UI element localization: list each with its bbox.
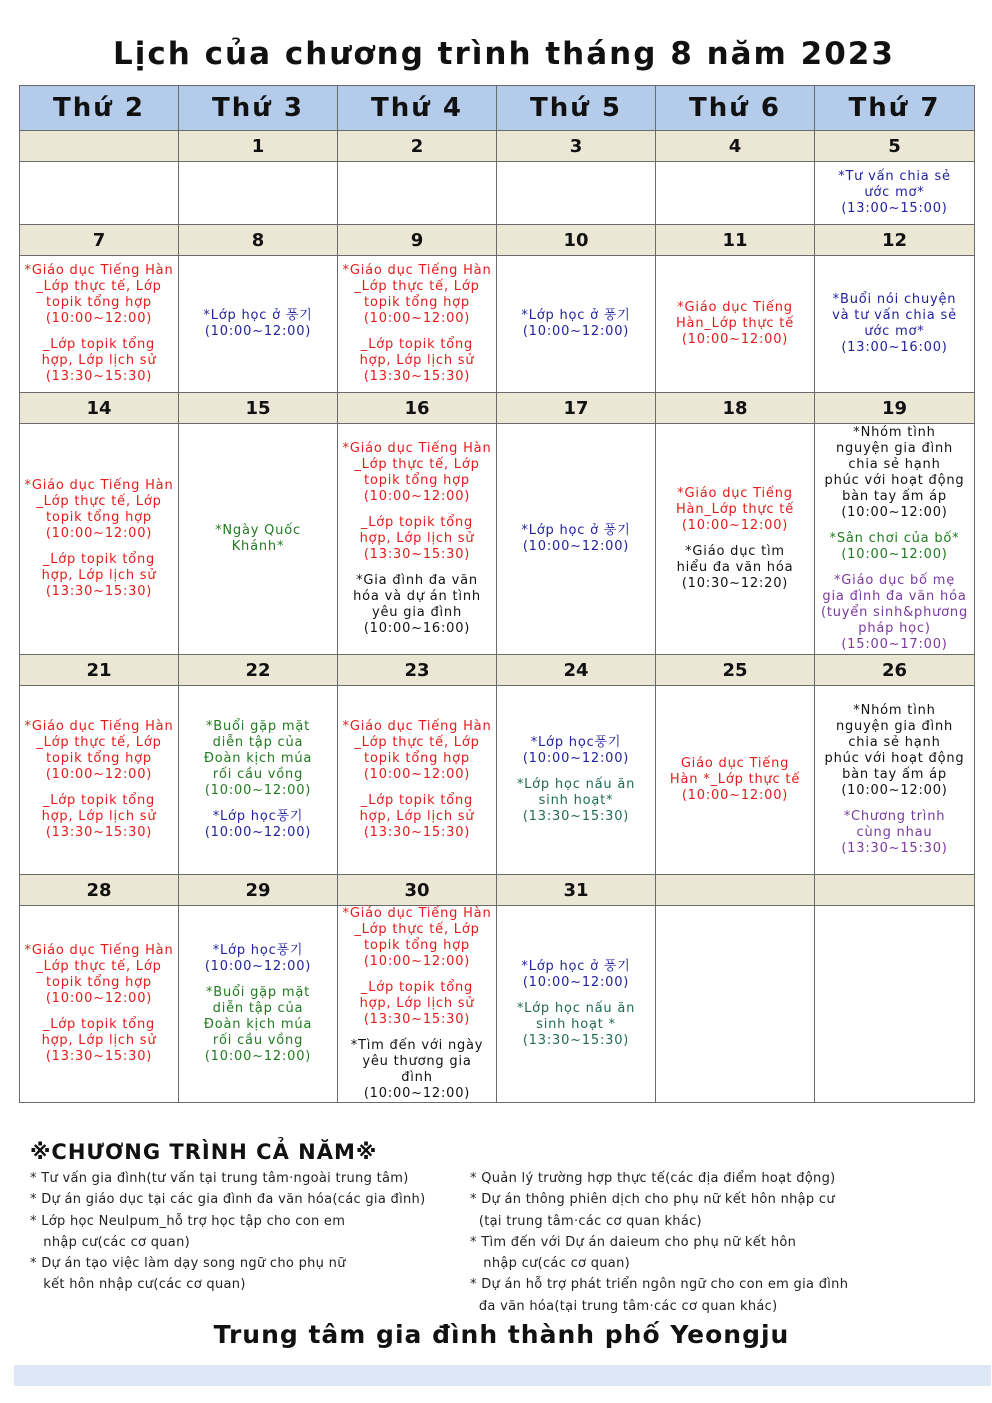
year-program-item: * Lớp học Neulpum_hỗ trợ học tập cho con em [30, 1213, 346, 1229]
event-line: (10:00~12:00) [204, 1049, 312, 1064]
event-line: Hàn_Lớp thực tế [675, 502, 794, 517]
event-line: (10:00~12:00) [841, 783, 948, 798]
event-line: Đoàn kịch múa [203, 751, 313, 766]
event-line: (13:30~15:30) [363, 1012, 471, 1027]
event-line: _Lớp thực tế, Lớp [36, 494, 162, 509]
event-line: *Lớp học풍기 [212, 943, 304, 958]
event-line: hợp, Lớp lịch sử [41, 809, 157, 824]
date-row [20, 875, 975, 906]
weekday-header-row [20, 86, 975, 131]
date-number [815, 875, 975, 906]
event-line: (13:00~15:00) [841, 201, 948, 216]
events-row [20, 906, 975, 1103]
weekday-header: Thứ 6 [656, 86, 815, 131]
event-line: *Lớp học ở 풍기 [521, 523, 631, 538]
event-item [20, 943, 178, 1007]
date-number: 5 [815, 131, 975, 162]
event-item [656, 544, 814, 592]
weekday-header: Thứ 2 [20, 86, 179, 131]
date-number: 28 [20, 875, 179, 906]
date-number: 24 [497, 655, 656, 686]
event-line: và tư vấn chia sẻ [832, 308, 957, 323]
event-line: chia sẻ hạnh [848, 457, 941, 472]
event-line: sinh hoạt* [538, 793, 614, 808]
event-item [656, 756, 814, 804]
event-line: Hàn *_Lớp thực tế [669, 772, 801, 787]
day-cell [20, 256, 179, 393]
event-line: topik tổng hợp [364, 751, 470, 766]
date-number: 7 [20, 225, 179, 256]
event-line: topik tổng hợp [46, 295, 152, 310]
event-line: topik tổng hợp [46, 510, 152, 525]
event-line: _Lớp thực tế, Lớp [354, 922, 480, 937]
day-cell [179, 906, 338, 1103]
event-line: hợp, Lớp lịch sử [359, 996, 475, 1011]
event-line: rối cầu vồng [212, 767, 304, 782]
event-line: Hàn_Lớp thực tế [675, 316, 794, 331]
event-item [179, 308, 337, 340]
day-cell [179, 686, 338, 875]
event-line: *Gia đình đa văn [356, 573, 478, 588]
date-number: 14 [20, 393, 179, 424]
event-line: (10:00~12:00) [363, 767, 471, 782]
events-row [20, 162, 975, 225]
event-line: Đoàn kịch múa [203, 1017, 313, 1032]
event-item [20, 1017, 178, 1065]
event-line: pháp học) [858, 621, 931, 636]
day-cell [338, 162, 497, 225]
day-cell [338, 906, 497, 1103]
event-item [497, 959, 655, 991]
date-number: 8 [179, 225, 338, 256]
day-cell [815, 424, 975, 655]
day-cell [497, 256, 656, 393]
event-item [338, 515, 496, 563]
date-number: 4 [656, 131, 815, 162]
event-item [179, 943, 337, 975]
event-line: (10:00~12:00) [45, 526, 153, 541]
event-line: _Lớp thực tế, Lớp [354, 735, 480, 750]
event-line: yêu gia đình [372, 605, 462, 620]
event-line: (10:00~16:00) [363, 621, 471, 636]
event-item [20, 263, 178, 327]
event-line: (10:00~12:00) [841, 505, 948, 520]
day-cell [815, 162, 975, 225]
event-item [338, 263, 496, 327]
year-program-item: * Dự án tạo việc làm dạy song ngữ cho phụ nữ [30, 1256, 346, 1272]
event-line: hóa và dự án tình [353, 589, 481, 604]
year-program-item: nhập cư(các cơ quan) [30, 1234, 190, 1250]
year-program-item: * Tìm đến với Dự án daieum cho phụ nữ kết hôn [470, 1234, 797, 1250]
event-item [815, 531, 974, 563]
event-line: *Lớp học ở 풍기 [203, 308, 313, 323]
bottom-decorative-bar [14, 1365, 991, 1386]
event-item [815, 573, 974, 653]
calendar-table [19, 85, 975, 1103]
event-line: (13:30~15:30) [522, 1033, 630, 1048]
event-line: bàn tay ấm áp [842, 767, 947, 782]
event-line: (10:00~12:00) [681, 788, 789, 803]
date-row [20, 393, 975, 424]
event-line: hiểu đa văn hóa [676, 560, 794, 575]
event-line: hợp, Lớp lịch sử [41, 353, 157, 368]
event-line: *Lớp học풍기 [212, 809, 304, 824]
day-cell [497, 686, 656, 875]
event-line: (13:30~15:30) [522, 809, 630, 824]
weekday-header: Thứ 7 [815, 86, 975, 131]
day-cell [656, 424, 815, 655]
event-line: _Lớp topik tổng [42, 337, 156, 352]
event-line: _Lớp topik tổng [360, 980, 474, 995]
day-cell [20, 424, 179, 655]
event-line: *Giáo dục Tiếng Hàn [342, 263, 492, 278]
page-title: Lịch của chương trình tháng 8 năm 2023 [113, 36, 895, 72]
event-item [338, 441, 496, 505]
event-line: *Giáo dục Tiếng Hàn [342, 719, 492, 734]
year-program-item: * Quản lý trường hợp thực tế(các địa điểm hoạt động) [470, 1171, 836, 1186]
event-line: (10:00~12:00) [45, 991, 153, 1006]
organization-footer: Trung tâm gia đình thành phố Yeongju [213, 1320, 790, 1349]
event-line: sinh hoạt * [536, 1017, 616, 1032]
date-number: 31 [497, 875, 656, 906]
date-row [20, 655, 975, 686]
event-item [338, 337, 496, 385]
event-item [656, 486, 814, 534]
event-item [338, 573, 496, 637]
event-line: *Giáo dục Tiếng [677, 486, 793, 501]
event-line: (10:00~12:00) [681, 332, 789, 347]
event-line: topik tổng hợp [46, 975, 152, 990]
event-line: rối cầu vồng [212, 1033, 304, 1048]
day-cell [815, 906, 975, 1103]
event-line: diễn tập của [212, 735, 304, 750]
event-line: (10:00~12:00) [522, 539, 630, 554]
date-number: 18 [656, 393, 815, 424]
date-number: 26 [815, 655, 975, 686]
event-line: (10:00~12:00) [45, 311, 153, 326]
event-item [815, 169, 974, 217]
event-line: (10:00~12:00) [363, 311, 471, 326]
day-cell [338, 686, 497, 875]
event-line: (10:30~12:20) [681, 576, 789, 591]
event-line: *Lớp học nấu ăn [516, 1001, 636, 1016]
event-line: topik tổng hợp [364, 295, 470, 310]
event-item [179, 719, 337, 799]
event-line: (10:00~12:00) [45, 767, 153, 782]
event-line: (10:00~12:00) [363, 954, 471, 969]
event-item [338, 793, 496, 841]
date-row [20, 131, 975, 162]
day-cell [179, 256, 338, 393]
event-item [497, 523, 655, 555]
date-number: 15 [179, 393, 338, 424]
date-number: 3 [497, 131, 656, 162]
event-line: (10:00~12:00) [363, 489, 471, 504]
event-line: (tuyển sinh&phương [820, 605, 969, 620]
event-line: *Nhóm tình [853, 425, 936, 440]
event-line: *Giáo dục Tiếng Hàn [24, 478, 174, 493]
date-number: 29 [179, 875, 338, 906]
event-line: (10:00~12:00) [841, 547, 948, 562]
event-line: *Sân chơi của bố* [829, 531, 960, 546]
event-line: _Lớp topik tổng [42, 1017, 156, 1032]
weekday-header: Thứ 4 [338, 86, 497, 131]
date-row [20, 225, 975, 256]
year-program-item: * Dự án thông phiên dịch cho phụ nữ kết hôn nhập cư [470, 1192, 835, 1208]
event-line: *Buổi gặp mặt [205, 719, 311, 734]
year-program-item: (tại trung tâm·các cơ quan khác) [470, 1213, 702, 1229]
event-line: _Lớp thực tế, Lớp [36, 279, 162, 294]
event-line: (10:00~12:00) [204, 324, 312, 339]
event-line: (10:00~12:00) [522, 975, 630, 990]
year-program-title: ※CHƯƠNG TRÌNH CẢ NĂM※ [30, 1140, 378, 1164]
event-line: hợp, Lớp lịch sử [359, 531, 475, 546]
event-line: *Buổi gặp mặt [205, 985, 311, 1000]
year-program-item: * Dự án giáo dục tại các gia đình đa văn hóa(các gia đình) [30, 1192, 426, 1208]
event-line: *Lớp học ở 풍기 [521, 959, 631, 974]
events-row [20, 256, 975, 393]
event-line: phúc với hoạt động [824, 751, 965, 766]
event-item [815, 425, 974, 521]
events-row [20, 686, 975, 875]
event-item [815, 809, 974, 857]
day-cell [338, 424, 497, 655]
event-line: nguyện gia đình [835, 719, 954, 734]
event-line: hợp, Lớp lịch sử [359, 353, 475, 368]
event-line: *Giáo dục Tiếng Hàn [24, 719, 174, 734]
event-item [497, 735, 655, 767]
day-cell [20, 162, 179, 225]
day-cell [656, 906, 815, 1103]
year-program-item: đa văn hóa(tại trung tâm·các cơ quan khác) [470, 1298, 778, 1314]
event-item [497, 1001, 655, 1049]
event-line: _Lớp thực tế, Lớp [36, 735, 162, 750]
year-program-right-list [470, 1168, 970, 1317]
day-cell [20, 906, 179, 1103]
day-cell [497, 424, 656, 655]
event-item [20, 793, 178, 841]
event-item [815, 703, 974, 799]
event-line: (13:00~16:00) [841, 340, 948, 355]
event-line: *Giáo dục Tiếng Hàn [342, 906, 492, 921]
event-line: *Lớp học nấu ăn [516, 777, 636, 792]
event-line: *Lớp học풍기 [530, 735, 622, 750]
event-line: (13:30~15:30) [45, 584, 153, 599]
event-line: _Lớp thực tế, Lớp [354, 457, 480, 472]
event-line: (10:00~12:00) [681, 518, 789, 533]
event-line: hợp, Lớp lịch sử [41, 568, 157, 583]
date-number: 30 [338, 875, 497, 906]
event-line: (10:00~12:00) [204, 959, 312, 974]
event-item [179, 523, 337, 555]
year-program-item: nhập cư(các cơ quan) [470, 1256, 630, 1272]
date-number: 2 [338, 131, 497, 162]
event-line: cùng nhau [856, 825, 933, 840]
day-cell [20, 686, 179, 875]
date-number: 12 [815, 225, 975, 256]
day-cell [497, 906, 656, 1103]
event-line: _Lớp topik tổng [360, 337, 474, 352]
year-program-item: * Dự án hỗ trợ phát triển ngôn ngữ cho con em gia đình [470, 1277, 849, 1293]
event-line: _Lớp topik tổng [360, 793, 474, 808]
year-program-item: kết hôn nhập cư(các cơ quan) [30, 1277, 246, 1293]
event-line: (13:30~15:30) [45, 825, 153, 840]
event-line: (10:00~12:00) [363, 1086, 471, 1101]
event-item [20, 337, 178, 385]
events-row [20, 424, 975, 655]
day-cell [656, 162, 815, 225]
event-item [338, 906, 496, 970]
event-line: ước mơ* [864, 185, 925, 200]
event-line: *Nhóm tình [853, 703, 936, 718]
date-number: 25 [656, 655, 815, 686]
event-line: yêu thương gia [362, 1054, 472, 1069]
event-line: (13:30~15:30) [363, 547, 471, 562]
event-line: *Giáo dục Tiếng Hàn [24, 263, 174, 278]
year-program-left-list [30, 1168, 475, 1296]
event-line: topik tổng hợp [364, 938, 470, 953]
event-item [656, 300, 814, 348]
event-item [497, 308, 655, 340]
event-line: (13:30~15:30) [45, 369, 153, 384]
day-cell [179, 424, 338, 655]
event-line: (10:00~12:00) [204, 825, 312, 840]
date-number [20, 131, 179, 162]
event-line: _Lớp topik tổng [42, 552, 156, 567]
event-line: *Giáo dục bố mẹ [833, 573, 955, 588]
event-line: (13:30~15:30) [841, 841, 948, 856]
date-number [656, 875, 815, 906]
event-line: *Tư vấn chia sẻ [838, 169, 951, 184]
date-number: 1 [179, 131, 338, 162]
event-line: hợp, Lớp lịch sử [359, 809, 475, 824]
event-line: *Giáo dục Tiếng Hàn [342, 441, 492, 456]
event-line: _Lớp thực tế, Lớp [36, 959, 162, 974]
event-item [179, 809, 337, 841]
day-cell [656, 686, 815, 875]
event-line: (13:30~15:30) [363, 369, 471, 384]
weekday-header: Thứ 5 [497, 86, 656, 131]
event-item [815, 292, 974, 356]
event-line: chia sẻ hạnh [848, 735, 941, 750]
event-item [338, 719, 496, 783]
date-number: 16 [338, 393, 497, 424]
event-line: ước mơ* [864, 324, 925, 339]
event-item [497, 777, 655, 825]
event-line: _Lớp thực tế, Lớp [354, 279, 480, 294]
event-line: (13:30~15:30) [363, 825, 471, 840]
date-number: 19 [815, 393, 975, 424]
day-cell [815, 686, 975, 875]
event-line: *Giáo dục Tiếng Hàn [24, 943, 174, 958]
event-line: đình [401, 1070, 433, 1085]
day-cell [656, 256, 815, 393]
day-cell [497, 162, 656, 225]
event-item [179, 985, 337, 1065]
event-line: *Tìm đến với ngày [350, 1038, 484, 1053]
weekday-header: Thứ 3 [179, 86, 338, 131]
event-line: (10:00~12:00) [522, 324, 630, 339]
event-line: _Lớp topik tổng [360, 515, 474, 530]
event-line: *Giáo dục tìm [685, 544, 785, 559]
event-line: (13:30~15:30) [45, 1049, 153, 1064]
day-cell [815, 256, 975, 393]
event-item [20, 719, 178, 783]
year-program-item: * Tư vấn gia đình(tư vấn tại trung tâm·ngoài trung tâm) [30, 1171, 409, 1186]
event-line: *Buổi nói chuyện [832, 292, 957, 307]
date-number: 17 [497, 393, 656, 424]
event-line: bàn tay ấm áp [842, 489, 947, 504]
event-item [338, 980, 496, 1028]
event-line: Khánh* [231, 539, 285, 554]
event-item [338, 1038, 496, 1102]
date-number: 9 [338, 225, 497, 256]
event-line: topik tổng hợp [364, 473, 470, 488]
event-line: (15:00~17:00) [841, 637, 948, 652]
day-cell [179, 162, 338, 225]
event-line: *Lớp học ở 풍기 [521, 308, 631, 323]
date-number: 10 [497, 225, 656, 256]
event-line: *Giáo dục Tiếng [677, 300, 793, 315]
event-line: (10:00~12:00) [204, 783, 312, 798]
event-line: Giáo dục Tiếng [680, 756, 790, 771]
event-item [20, 552, 178, 600]
event-line: _Lớp topik tổng [42, 793, 156, 808]
event-line: *Ngày Quốc [215, 523, 301, 538]
event-item [20, 478, 178, 542]
event-line: phúc với hoạt động [824, 473, 965, 488]
day-cell [338, 256, 497, 393]
event-line: hợp, Lớp lịch sử [41, 1033, 157, 1048]
date-number: 23 [338, 655, 497, 686]
event-line: (10:00~12:00) [522, 751, 630, 766]
date-number: 22 [179, 655, 338, 686]
event-line: topik tổng hợp [46, 751, 152, 766]
event-line: diễn tập của [212, 1001, 304, 1016]
event-line: nguyện gia đình [835, 441, 954, 456]
event-line: *Chương trình [843, 809, 946, 824]
event-line: gia đình đa văn hóa [822, 589, 967, 604]
date-number: 21 [20, 655, 179, 686]
date-number: 11 [656, 225, 815, 256]
